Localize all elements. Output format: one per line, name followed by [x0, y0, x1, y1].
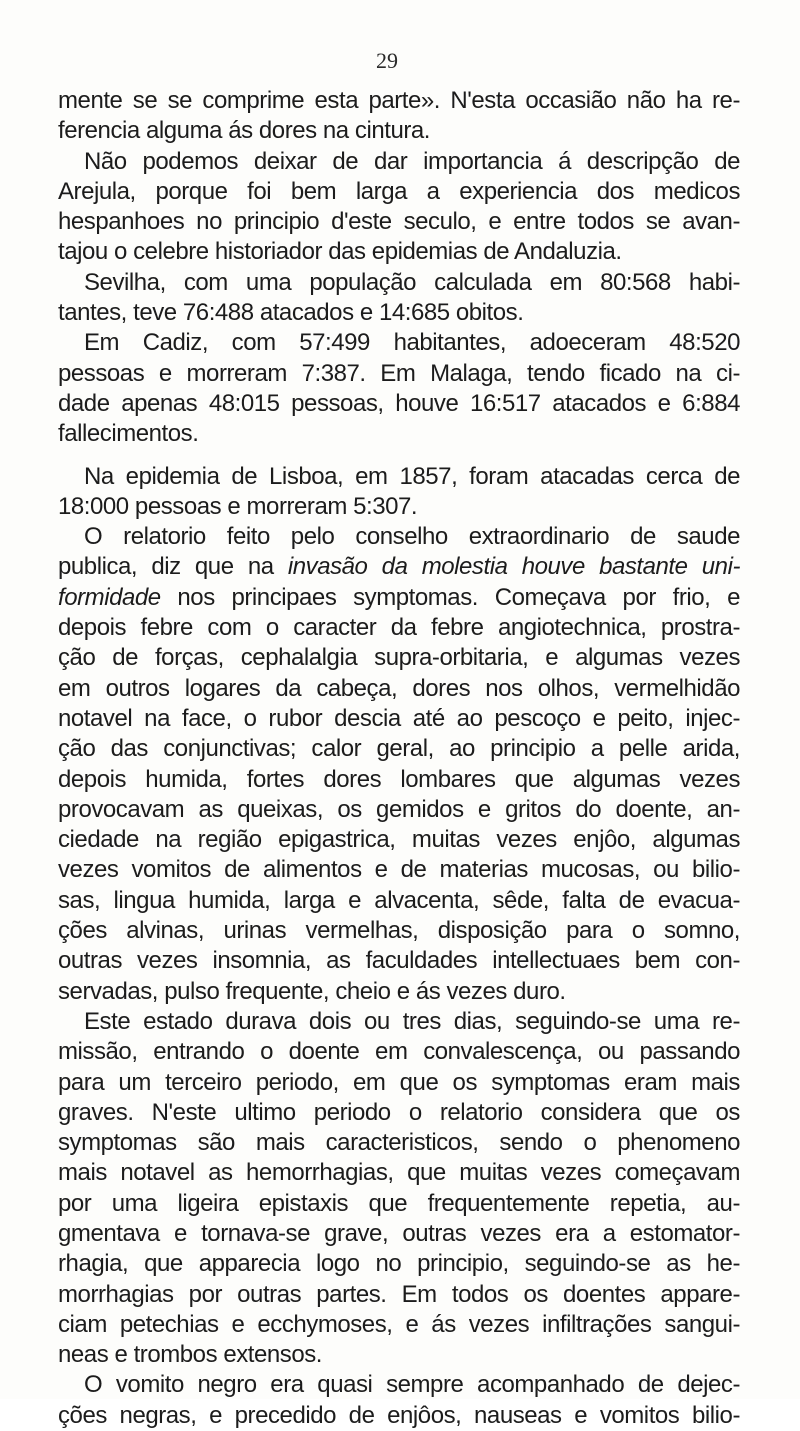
line-text: mais notavel as hemorrhagias, que muitas vezes começavam	[58, 1159, 740, 1187]
italic-text: invasão da molestia houve bastante uni-	[287, 553, 740, 581]
text-line	[58, 492, 740, 522]
line-text: neas e trombos extensos.	[58, 1341, 323, 1369]
line-text: ções alvinas, urinas vermelhas, disposição para o somno,	[58, 917, 740, 945]
line-text: gmentava e tornava-se grave, outras vezes era a estomator-	[58, 1219, 740, 1247]
text-line	[58, 207, 740, 237]
text-line	[58, 268, 740, 298]
line-text: notavel na face, o rubor descia até ao pescoço e peito, injec-	[58, 704, 740, 732]
line-text: fallecimentos.	[58, 420, 199, 448]
text-line	[58, 177, 740, 207]
line-text: O relatorio feito pelo conselho extraordinario de saude	[84, 523, 740, 551]
line-text: ferencia alguma ás dores na cintura.	[58, 117, 431, 145]
text-line	[58, 1037, 740, 1067]
text-line	[58, 298, 740, 328]
line-text: ções negras, e precedido de enjôos, nauseas e vomitos bilio-	[58, 1401, 740, 1429]
line-text: sas, lingua humida, larga e alvacenta, sêde, falta de evacua-	[58, 886, 740, 914]
line-text: hespanhoes no principio d'este seculo, e entre todos se avan-	[58, 208, 740, 236]
line-text: publica, diz que na	[58, 553, 288, 581]
text-line	[58, 1219, 740, 1249]
text-line	[58, 946, 740, 976]
text-line	[58, 825, 740, 855]
text-line	[58, 552, 740, 582]
line-text: Sevilha, com uma população calculada em 80:568 habi-	[84, 268, 740, 296]
line-text: ciam petechias e ecchymoses, e ás vezes infiltrações sangui-	[58, 1310, 740, 1338]
line-text: ciedade na região epigastrica, muitas vezes enjôo, algumas	[58, 826, 740, 854]
italic-text: formidade	[58, 583, 161, 611]
text-line	[58, 1310, 740, 1340]
text-line	[58, 795, 740, 825]
text-line	[58, 1340, 740, 1370]
text-line	[58, 583, 740, 613]
text-line	[58, 734, 740, 764]
text-line	[58, 237, 740, 267]
text-line	[58, 1158, 740, 1188]
text-line	[58, 116, 740, 146]
text-line	[58, 643, 740, 673]
text-line	[58, 1007, 740, 1037]
line-text: rhagia, que apparecia logo no principio, seguindo-se as he-	[58, 1250, 740, 1278]
text-line	[58, 147, 740, 177]
line-text: graves. N'este ultimo periodo o relatorio considera que os	[58, 1098, 740, 1126]
text-line	[58, 328, 740, 358]
line-text: Não podemos deixar de dar importancia á descripção de	[84, 147, 740, 175]
line-text: symptomas são mais caracteristicos, sendo o phenomeno	[58, 1129, 740, 1157]
text-line	[58, 86, 740, 116]
text-line	[58, 1068, 740, 1098]
text-line	[58, 613, 740, 643]
line-text: Em Cadiz, com 57:499 habitantes, adoeceram 48:520	[84, 329, 740, 357]
body-text	[58, 86, 740, 1431]
text-line	[58, 765, 740, 795]
line-text: nos principaes symptomas. Começava por frio, e	[160, 583, 740, 611]
line-text: depois febre com o caracter da febre angiotechnica, prostra-	[58, 614, 740, 642]
text-line	[58, 462, 740, 492]
text-line	[58, 674, 740, 704]
text-line	[58, 1249, 740, 1279]
text-line	[58, 522, 740, 552]
line-text: provocavam as queixas, os gemidos e gritos do doente, an-	[58, 795, 740, 823]
line-text: por uma ligeira epistaxis que frequentemente repetia, au-	[58, 1189, 740, 1217]
line-text: pessoas e morreram 7:387. Em Malaga, tendo ficado na ci-	[58, 359, 740, 387]
line-text: 18:000 pessoas e morreram 5:307.	[58, 492, 418, 520]
line-text: tajou o celebre historiador das epidemias de Andaluzia.	[58, 238, 622, 266]
text-line	[58, 359, 740, 389]
text-line	[58, 916, 740, 946]
text-line	[58, 886, 740, 916]
page-number: 29	[376, 48, 398, 73]
text-line	[58, 389, 740, 419]
text-line	[58, 704, 740, 734]
line-text: mente se se comprime esta parte». N'esta occasião não ha re-	[58, 87, 740, 114]
paragraph-gap	[58, 450, 740, 462]
text-line	[58, 1280, 740, 1310]
line-text: vezes vomitos de alimentos e de materias mucosas, ou bilio-	[58, 856, 740, 884]
line-text: Este estado durava dois ou tres dias, seguindo-se uma re-	[84, 1007, 740, 1035]
line-text: depois humida, fortes dores lombares que algumas vezes	[58, 765, 740, 793]
line-text: para um terceiro periodo, em que os symptomas eram mais	[58, 1068, 740, 1096]
line-text: outras vezes insomnia, as faculdades intellectuaes bem con-	[58, 947, 740, 975]
line-text: Arejula, porque foi bem larga a experiencia dos medicos	[58, 177, 740, 205]
text-line	[58, 1128, 740, 1158]
text-line	[58, 977, 740, 1007]
line-text: ção de forças, cephalalgia supra-orbitaria, e algumas vezes	[58, 644, 740, 672]
line-text: morrhagias por outras partes. Em todos os doentes appare-	[58, 1280, 740, 1308]
line-text: missão, entrando o doente em convalescença, ou passando	[58, 1038, 740, 1066]
text-line	[58, 1401, 740, 1431]
line-text: ção das conjunctivas; calor geral, ao principio a pelle arida,	[58, 735, 740, 763]
text-line	[58, 1098, 740, 1128]
line-text: em outros logares da cabeça, dores nos olhos, vermelhidão	[58, 674, 740, 702]
text-line	[58, 419, 740, 449]
text-line	[58, 1189, 740, 1219]
line-text: Na epidemia de Lisboa, em 1857, foram atacadas cerca de	[84, 462, 740, 490]
text-line	[58, 1370, 740, 1400]
line-text: tantes, teve 76:488 atacados e 14:685 obitos.	[58, 299, 524, 327]
line-text: servadas, pulso frequente, cheio e ás vezes duro.	[58, 977, 566, 1005]
line-text: O vomito negro era quasi sempre acompanhado de dejec-	[84, 1371, 740, 1399]
text-line	[58, 855, 740, 885]
line-text: dade apenas 48:015 pessoas, houve 16:517 atacados e 6:884	[58, 389, 740, 417]
